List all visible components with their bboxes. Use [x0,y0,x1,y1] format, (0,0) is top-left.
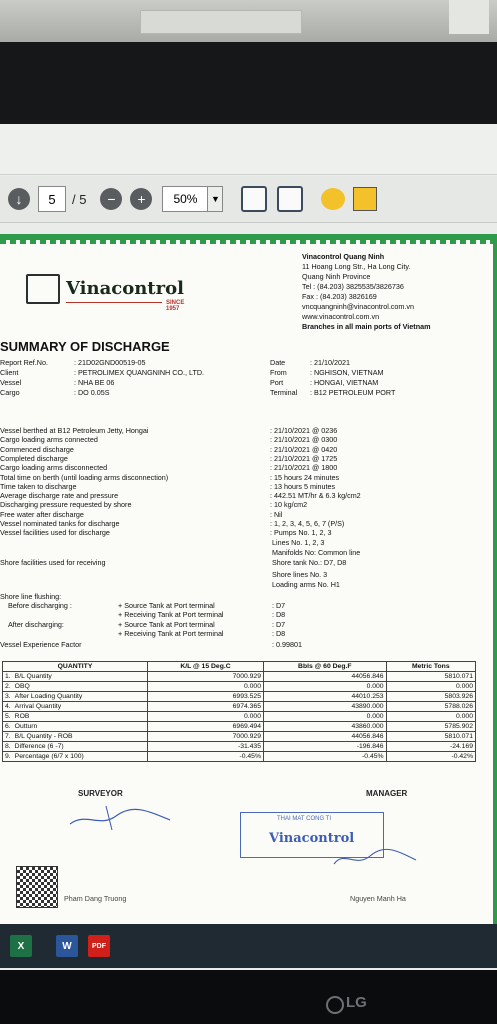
flushing-receiving-2: + Receiving Tank at Port terminal [118,629,224,638]
row-item-label: Outturn [14,723,38,730]
table-row [3,722,476,732]
scales-icon [26,274,60,304]
qr-code [16,866,58,908]
table-row [3,732,476,742]
date-label: Date [270,358,286,367]
download-icon[interactable]: ↓ [8,188,30,210]
event-value: : 1, 2, 3, 4, 5, 6, 7 (P/S) [270,519,345,528]
flushing-title: Shore line flushing: [0,592,62,601]
flushing-value-1: : D7 [272,601,286,610]
row-item [3,712,148,722]
port-label: Port [270,378,284,387]
wall-window [449,0,489,34]
row-bbls: 0.000 [264,712,387,722]
pdf-toolbar [0,176,497,223]
shore-manifolds: Manifolds No: Common line [272,548,361,557]
event-value: : 21/10/2021 @ 0236 [270,426,338,435]
shore-facilities-label: Shore facilities used for receiving [0,558,106,567]
row-item-label: Percentage (6/7 x 100) [14,753,84,760]
row-item-label: Arrival Quantity [14,703,62,710]
event-label: Average discharge rate and pressure [0,491,119,501]
row-item-label: ROB [14,713,30,720]
event-label: Time taken to discharge [0,481,77,491]
row-item-label: OBQ [14,683,30,690]
event-label: Vessel facilities used for discharge [0,528,110,538]
row-mt: 5810.071 [386,672,475,682]
table-row [3,712,476,722]
zoom-out-icon[interactable]: − [100,188,122,210]
flushing-source-1: + Source Tank at Port terminal [118,601,215,610]
shore-lines: Shore lines No. 3 [272,570,328,579]
vessel-label: Vessel [0,378,22,387]
row-number: 7. [5,733,11,740]
quantity-table-body [3,672,476,762]
row-mt: 0.000 [386,712,475,722]
row-mt: 0.000 [386,682,475,692]
event-label: Vessel nominated tanks for discharge [0,519,120,528]
row-kl: 7000.929 [148,672,264,682]
flushing-value-2: : D8 [272,610,286,619]
monitor-top-bezel [0,42,497,124]
monitor-bottom-bezel [0,970,497,1024]
pdf-page [0,234,497,930]
flushing-before: Before discharging : [8,601,72,610]
vef-value: : 0.99801 [272,640,302,649]
row-bbls: -0.45% [264,752,387,762]
row-item [3,732,148,742]
report-ref-value: : 21D02GND00519-05 [74,358,146,367]
pdf-icon[interactable]: PDF [88,935,110,957]
flushing-source-2: + Source Tank at Port terminal [118,620,215,629]
company-email: vncquangninh@vinacontrol.com.vn [302,302,414,311]
lg-logo-icon [326,996,344,1014]
col-quantity: QUANTITY [3,662,148,672]
surveyor-signature [66,802,176,832]
company-web: www.vinacontrol.com.vn [302,312,380,321]
vessel-value: : NHA BE 06 [74,378,115,387]
flushing-value-3: : D7 [272,620,286,629]
row-bbls: 43860.000 [264,722,387,732]
from-value: : NGHISON, VIETNAM [310,368,384,377]
event-label: Discharging pressure requested by shore [0,500,132,510]
zoom-in-icon[interactable]: + [130,188,152,210]
background-wall [0,0,497,42]
table-row [3,742,476,752]
comment-icon[interactable] [321,188,345,210]
row-bbls: 44056.846 [264,672,387,682]
company-branches: Branches in all main ports of Vietnam [302,322,431,331]
event-value: : 21/10/2021 @ 0300 [270,435,338,445]
fit-width-icon[interactable] [277,186,303,212]
event-label: Total time on berth (until loading arms disconnection) [0,472,169,482]
event-value: : Nil [270,509,283,519]
row-mt: -24.169 [386,742,475,752]
page-border [0,240,493,244]
row-kl: 7000.929 [148,732,264,742]
row-bbls: 44010.253 [264,692,387,702]
event-value: : 15 hours 24 minutes [270,472,340,482]
col-mt: Metric Tons [386,662,475,672]
taskbar [0,924,497,968]
event-label: Completed discharge [0,453,68,463]
sign-icon[interactable] [353,187,377,211]
row-bbls: 44056.846 [264,732,387,742]
row-bbls: 43890.000 [264,702,387,712]
company-province: Quang Ninh Province [302,272,371,281]
shore-arms: Loading arms No. H1 [272,580,340,589]
col-bbls: Bbls @ 60 Deg.F [264,662,387,672]
col-kl: K/L @ 15 Deg.C [148,662,264,672]
event-label: Commenced discharge [0,444,74,454]
event-label: Free water after discharge [0,509,84,519]
date-value: : 21/10/2021 [310,358,350,367]
row-number: 9. [5,753,11,760]
logo-since: SINCE 1957 [166,300,185,312]
row-mt: 5810.071 [386,732,475,742]
manager-signature [330,846,420,870]
flushing-after: After discharging: [8,620,64,629]
shore-tank: Shore tank No.: D7, D8 [272,558,347,567]
row-mt: 5788.026 [386,702,475,712]
row-kl: 0.000 [148,682,264,692]
page-title: SUMMARY OF DISCHARGE [0,339,170,354]
vef-label: Vessel Experience Factor [0,640,82,649]
event-label: Cargo loading arms disconnected [0,463,108,473]
event-value: : 21/10/2021 @ 1800 [270,463,338,473]
row-number: 2. [5,683,11,690]
table-row [3,682,476,692]
event-label: Cargo loading arms connected [0,435,98,445]
wall-shelf [140,10,302,34]
zoom-level-input[interactable]: 50% [162,186,208,212]
row-number: 6. [5,723,11,730]
client-label: Client [0,368,19,377]
report-ref-label: Report Ref.No. [0,358,48,367]
row-number: 3. [5,693,11,700]
row-item-label: After Loading Quantity [14,693,83,700]
row-item-label: B/L Quantity - ROB [14,733,73,740]
event-value: : 13 hours 5 minutes [270,481,336,491]
row-kl: 6993.525 [148,692,264,702]
manager-name: Nguyen Manh Ha [350,894,406,903]
company-address: 11 Hoang Long Str., Ha Long City. [302,262,411,271]
event-value: : 21/10/2021 @ 1725 [270,453,338,463]
from-label: From [270,368,287,377]
row-number: 1. [5,673,11,680]
row-mt: 5803.926 [386,692,475,702]
surveyor-label: SURVEYOR [78,789,123,798]
row-bbls: 0.000 [264,682,387,692]
table-row [3,692,476,702]
manager-label: MANAGER [366,789,408,798]
row-item [3,702,148,712]
row-kl: -0.45% [148,752,264,762]
row-number: 5. [5,713,11,720]
logo-text: Vinacontrol [66,278,184,299]
monitor-screen [0,124,497,970]
flushing-value-4: : D8 [272,629,286,638]
row-item-label: Difference (6 -7) [14,743,64,750]
row-item [3,682,148,692]
row-item [3,692,148,702]
row-item [3,722,148,732]
event-value: : 21/10/2021 @ 0420 [270,444,338,454]
chevron-down-icon[interactable]: ▼ [208,186,223,212]
row-item-label: B/L Quantity [14,673,52,680]
surveyor-name: Pham Dang Truong [64,894,127,903]
quantity-table [2,661,476,762]
port-value: : HONGAI, VIETNAM [310,378,379,387]
row-item [3,752,148,762]
page-number-input[interactable]: 5 [38,186,66,212]
row-mt: 5785.902 [386,722,475,732]
cargo-label: Cargo [0,388,20,397]
row-kl: -31.435 [148,742,264,752]
stamp-logo-text: Vinacontrol [269,831,355,846]
fit-page-icon[interactable] [241,186,267,212]
terminal-value: : B12 PETROLEUM PORT [310,388,396,397]
terminal-label: Terminal [270,388,298,397]
event-value: : 10 kg/cm2 [270,500,308,510]
row-bbls: -196.846 [264,742,387,752]
company-name: Vinacontrol Quang Ninh [302,252,385,261]
row-mt: -0.42% [386,752,475,762]
word-icon[interactable]: W [56,935,78,957]
company-fax: Fax : (84.203) 3826169 [302,292,377,301]
row-kl: 0.000 [148,712,264,722]
row-item [3,742,148,752]
row-number: 4. [5,703,11,710]
row-number: 8. [5,743,11,750]
event-value: : 442.51 MT/hr & 6.3 kg/cm2 [270,491,361,501]
table-row [3,702,476,712]
vessel-lines: Lines No. 1, 2, 3 [272,538,325,547]
monitor-brand: LG [346,994,367,1011]
event-label: Vessel berthed at B12 Petroleum Jetty, Hongai [0,426,149,435]
viewer-menu-area [0,124,497,175]
row-kl: 6969.494 [148,722,264,732]
flushing-receiving-1: + Receiving Tank at Port terminal [118,610,224,619]
table-row [3,752,476,762]
client-value: : PETROLIMEX QUANGNINH CO., LTD. [74,368,205,377]
event-value: : Pumps No. 1, 2, 3 [270,528,332,538]
table-row [3,672,476,682]
company-tel: Tel : (84.203) 3825535/3826736 [302,282,404,291]
excel-icon[interactable]: X [10,935,32,957]
row-kl: 6974.365 [148,702,264,712]
row-item [3,672,148,682]
stamp-top-text: THAI MAT CONG TI [277,816,332,822]
page-total: / 5 [72,191,87,207]
logo-underline [66,302,162,303]
cargo-value: : DO 0.05S [74,388,110,397]
